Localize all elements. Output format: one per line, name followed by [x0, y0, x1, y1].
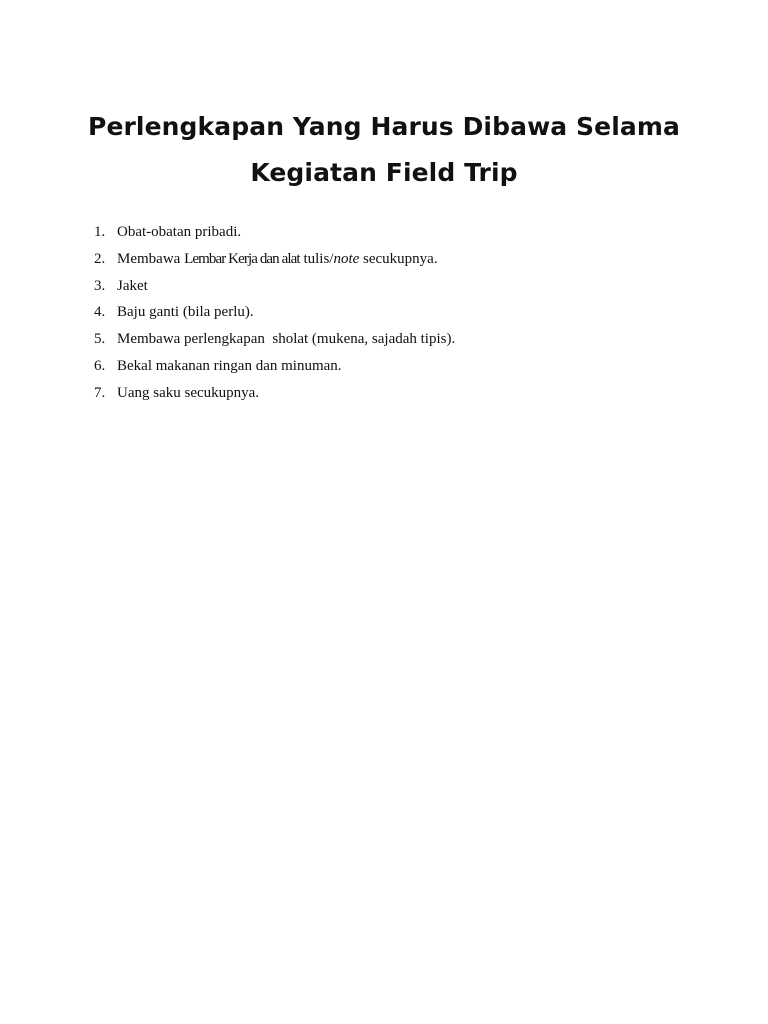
list-item-text-after: secukupnya. [359, 250, 438, 267]
list-item-text: Baju ganti (bila perlu). [117, 304, 254, 321]
list-item-text: Jaket [117, 277, 148, 294]
list-item-text [117, 246, 438, 273]
list-item [94, 299, 694, 326]
list-item [94, 353, 694, 380]
list-item-number: 1. [94, 224, 106, 240]
list-item-text: Uang saku secukupnya. [117, 384, 260, 401]
list-item [94, 380, 694, 407]
list-item [94, 246, 694, 273]
list-item-text-middle: tulis/ [299, 250, 334, 267]
list-item-number: 3. [94, 277, 106, 294]
list-item-number: 2. [94, 250, 106, 267]
title-line-1: Perlengkapan Yang Harus Dibawa Selama [88, 112, 680, 141]
equipment-list [94, 219, 694, 407]
list-item-text: Membawa perlengkapan sholat (mukena, sajadah tipis). [117, 331, 456, 348]
list-item [94, 326, 694, 353]
list-item-text-italic: note [333, 250, 360, 267]
list-item [94, 273, 694, 300]
list-item-number: 6. [94, 357, 106, 374]
list-item-text-condensed: Lembar Kerja dan alat [184, 250, 300, 267]
list-item-number: 5. [94, 331, 106, 348]
list-item-text-before: Membawa [117, 250, 185, 267]
list-item [94, 219, 694, 246]
page-title [60, 104, 708, 196]
list-item-text: Bekal makanan ringan dan minuman. [117, 357, 342, 374]
list-item-text: Obat-obatan pribadi. [117, 224, 242, 240]
title-line-2: Kegiatan Field Trip [250, 158, 518, 187]
list-item-number: 4. [94, 304, 106, 321]
list-item-number: 7. [94, 384, 106, 401]
